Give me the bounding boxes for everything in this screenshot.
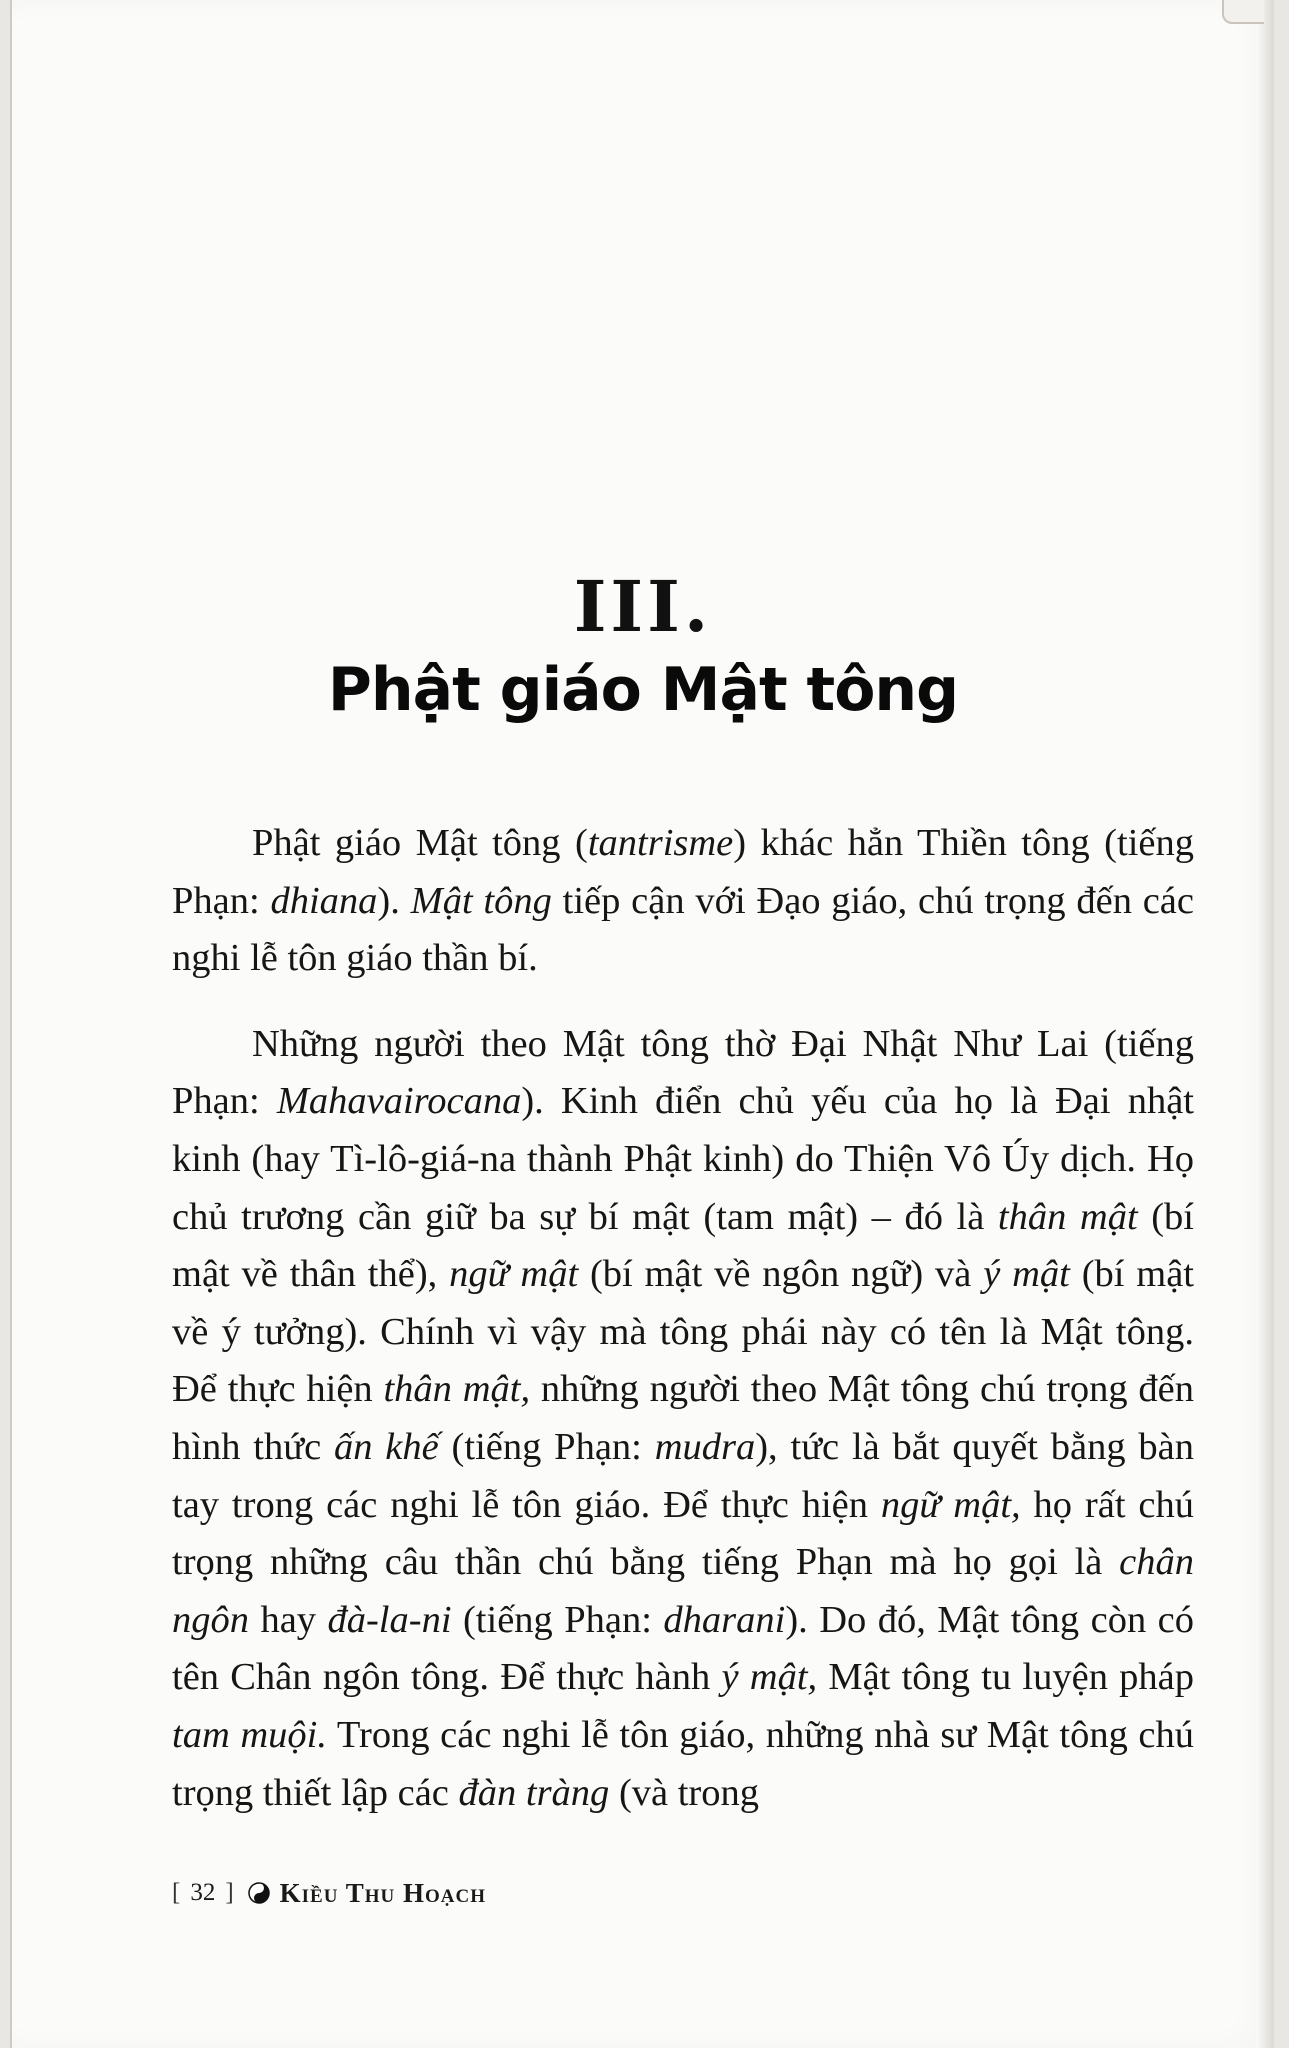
text-run: hay [249,1598,328,1641]
paragraph-1 [172,815,1194,988]
italic-term: đàn tràng [458,1771,610,1814]
italic-term: mudra [654,1425,756,1468]
text-run: (tiếng Phạn: [438,1425,655,1468]
text-run: Những người theo Mật tông thờ Đại Nhật Như Lai (tiếng Phạn: [172,1022,1194,1123]
text-run: Trong các nghi lễ tôn giáo, những nhà sư Mật tông chú trọng thiết lập các [172,1713,1195,1814]
text-run: (và trong [609,1771,759,1814]
text-run: (bí mật về ý tưởng). Chính vì vậy mà tông phái này có tên là Mật tông. Để thực hiện [172,1253,1194,1411]
paragraph-2 [172,1016,1194,1822]
text-run: họ rất chú trọng những câu thần chú bằng tiếng Phạn mà họ gọi là [172,1483,1194,1584]
chapter-numeral: III. [573,565,713,648]
italic-term: thân mật, [383,1368,531,1411]
text-run: Mật tông tu luyện pháp [817,1656,1194,1699]
yin-yang-icon [248,1882,270,1904]
text-run: (bí mật về ngôn ngữ) và [578,1253,984,1296]
italic-term: ngữ mật [449,1253,579,1296]
text-run: ). [377,879,411,922]
text-run: tiếp cận với Đạo giáo, chú trọng đến các nghi lễ tôn giáo thần bí. [172,879,1194,980]
italic-term: dhiana [270,879,378,922]
italic-term: ý mật, [721,1656,818,1699]
chapter-title: Phật giáo Mật tông [327,655,959,725]
italic-term: ấn khế [333,1425,439,1468]
author-name: Kiều Thu Hoạch [279,1877,486,1908]
body-text [172,815,1194,1822]
text-run: (bí mật về thân thể), [172,1195,1194,1296]
italic-term: thân mật [997,1195,1138,1238]
page-number-bracket-right: ] [225,1879,234,1906]
italic-term: đà-la-ni [327,1598,452,1641]
italic-term: chân ngôn [172,1541,1194,1641]
italic-term: tantrisme [587,822,734,864]
page-number-bracket-left: [ [172,1879,181,1906]
text-run: Phật giáo Mật tông ( [252,822,588,864]
italic-term: dharani [663,1598,786,1641]
italic-term: tam muội. [172,1713,327,1756]
text-run: ). Kinh điển chủ yếu của họ là Đại nhật kinh (hay Tì-lô-giá-na thành Phật kinh) do Thiện Vô Úy dịch. Họ chủ trương cần giữ ba sự bí mật (tam mật) – đó là [172,1080,1194,1238]
text-run: ), tức là bắt quyết bằng bàn tay trong các nghi lễ tôn giáo. Để thực hiện [172,1425,1194,1526]
text-run: ). Do đó, Mật tông còn có tên Chân ngôn tông. Để thực hành [172,1598,1195,1699]
italic-term: ngữ mật, [880,1483,1021,1526]
page-number: 32 [190,1879,216,1906]
page-footer [172,1873,486,1913]
italic-term: ý mật [983,1253,1070,1296]
text-run: (tiếng Phạn: [451,1598,664,1641]
text-run: những người theo Mật tông chú trọng đến hình thức [172,1368,1194,1468]
text-run: ) khác hẳn Thiền tông (tiếng Phạn: [172,822,1194,922]
italic-term: Mật tông [410,879,552,922]
book-page [10,0,1274,2048]
italic-term: Mahavairocana [276,1080,522,1123]
page-corner-fold [1222,0,1264,24]
page-edge-shadow [1256,0,1274,2048]
